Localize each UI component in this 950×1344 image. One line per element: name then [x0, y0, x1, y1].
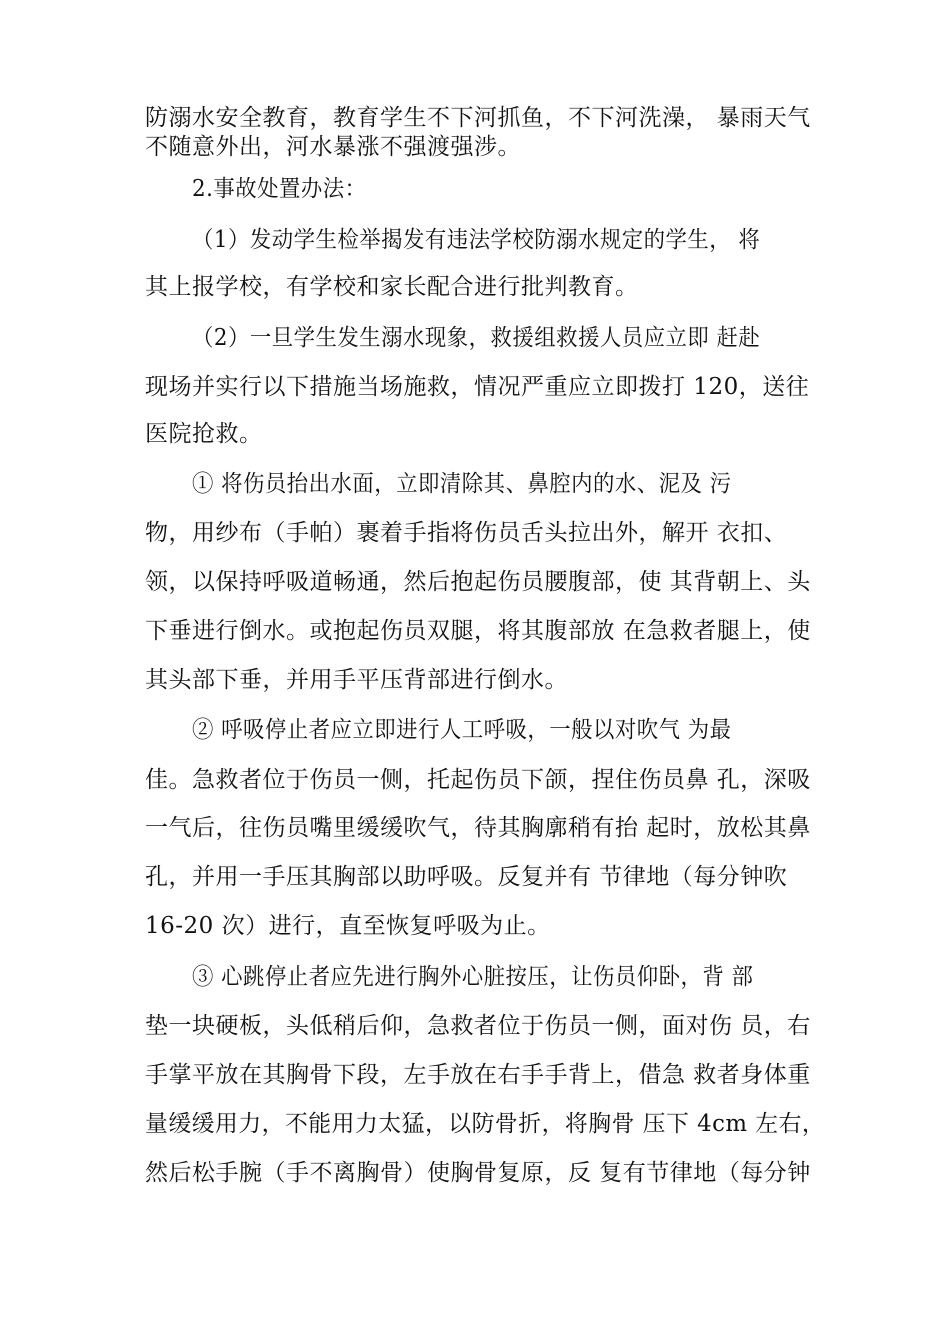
- text-line: 16-20 次）进行，直至恢复呼吸为止。: [145, 913, 551, 939]
- section-heading: 2.事故处置办法：: [192, 176, 367, 202]
- text-line: （2）一旦学生发生溺水现象，救援组救援人员应立即 赶赴: [192, 325, 761, 351]
- text-line: 其头部下垂，并用手平压背部进行倒水。: [145, 667, 568, 693]
- text-line: 孔，并用一手压其胸部以助呼吸。反复并有 节律地（每分钟吹: [145, 864, 788, 890]
- text-line: 佳。急救者位于伤员一侧，托起伤员下颌，捏住伤员鼻 孔，深吸: [145, 767, 811, 793]
- text-line: （1）发动学生检举揭发有违法学校防溺水规定的学生， 将: [192, 227, 761, 253]
- text-line: ① 将伤员抬出水面，立即清除其、鼻腔内的水、泥及 污: [192, 471, 732, 497]
- text-line: 其上报学校，有学校和家长配合进行批判教育。: [145, 274, 639, 300]
- text-line: 量缓缓用力，不能用力太猛，以防骨折，将胸骨 压下 4cm 左右，: [145, 1111, 826, 1137]
- text-line: ③ 心跳停止者应先进行胸外心脏按压，让伤员仰卧，背 部: [192, 964, 754, 990]
- text-line: 然后松手腕（手不离胸骨）使胸骨复原，反 复有节律地（每分钟: [145, 1160, 811, 1186]
- text-line: 不随意外出，河水暴涨不强渡强涉。: [145, 134, 521, 160]
- text-line: 手掌平放在其胸骨下段，左手放在右手手背上，借急 救者身体重: [145, 1062, 811, 1088]
- text-line: 下垂进行倒水。或抱起伤员双腿，将其腹部放 在急救者腿上，使: [145, 618, 811, 644]
- text-line: 现场并实行以下措施当场施救，情况严重应立即拨打 120，送往: [145, 374, 810, 400]
- text-line: 医院抢救。: [145, 421, 263, 447]
- text-line: 一气后，往伤员嘴里缓缓吹气，待其胸廓稍有抬 起时，放松其鼻: [145, 815, 811, 841]
- text-line: 领，以保持呼吸道畅通，然后抱起伤员腰腹部，使 其背朝上、头: [145, 569, 811, 595]
- text-line: ② 呼吸停止者应立即进行人工呼吸，一般以对吹气 为最: [192, 717, 732, 743]
- text-line: 垫一块硬板，头低稍后仰，急救者位于伤员一侧，面对伤 员，右: [145, 1013, 811, 1039]
- text-line: 防溺水安全教育，教育学生不下河抓鱼，不下河洗澡， 暴雨天气: [145, 105, 811, 131]
- text-line: 物，用纱布（手帕）裹着手指将伤员舌头拉出外，解开 衣扣、: [145, 520, 788, 546]
